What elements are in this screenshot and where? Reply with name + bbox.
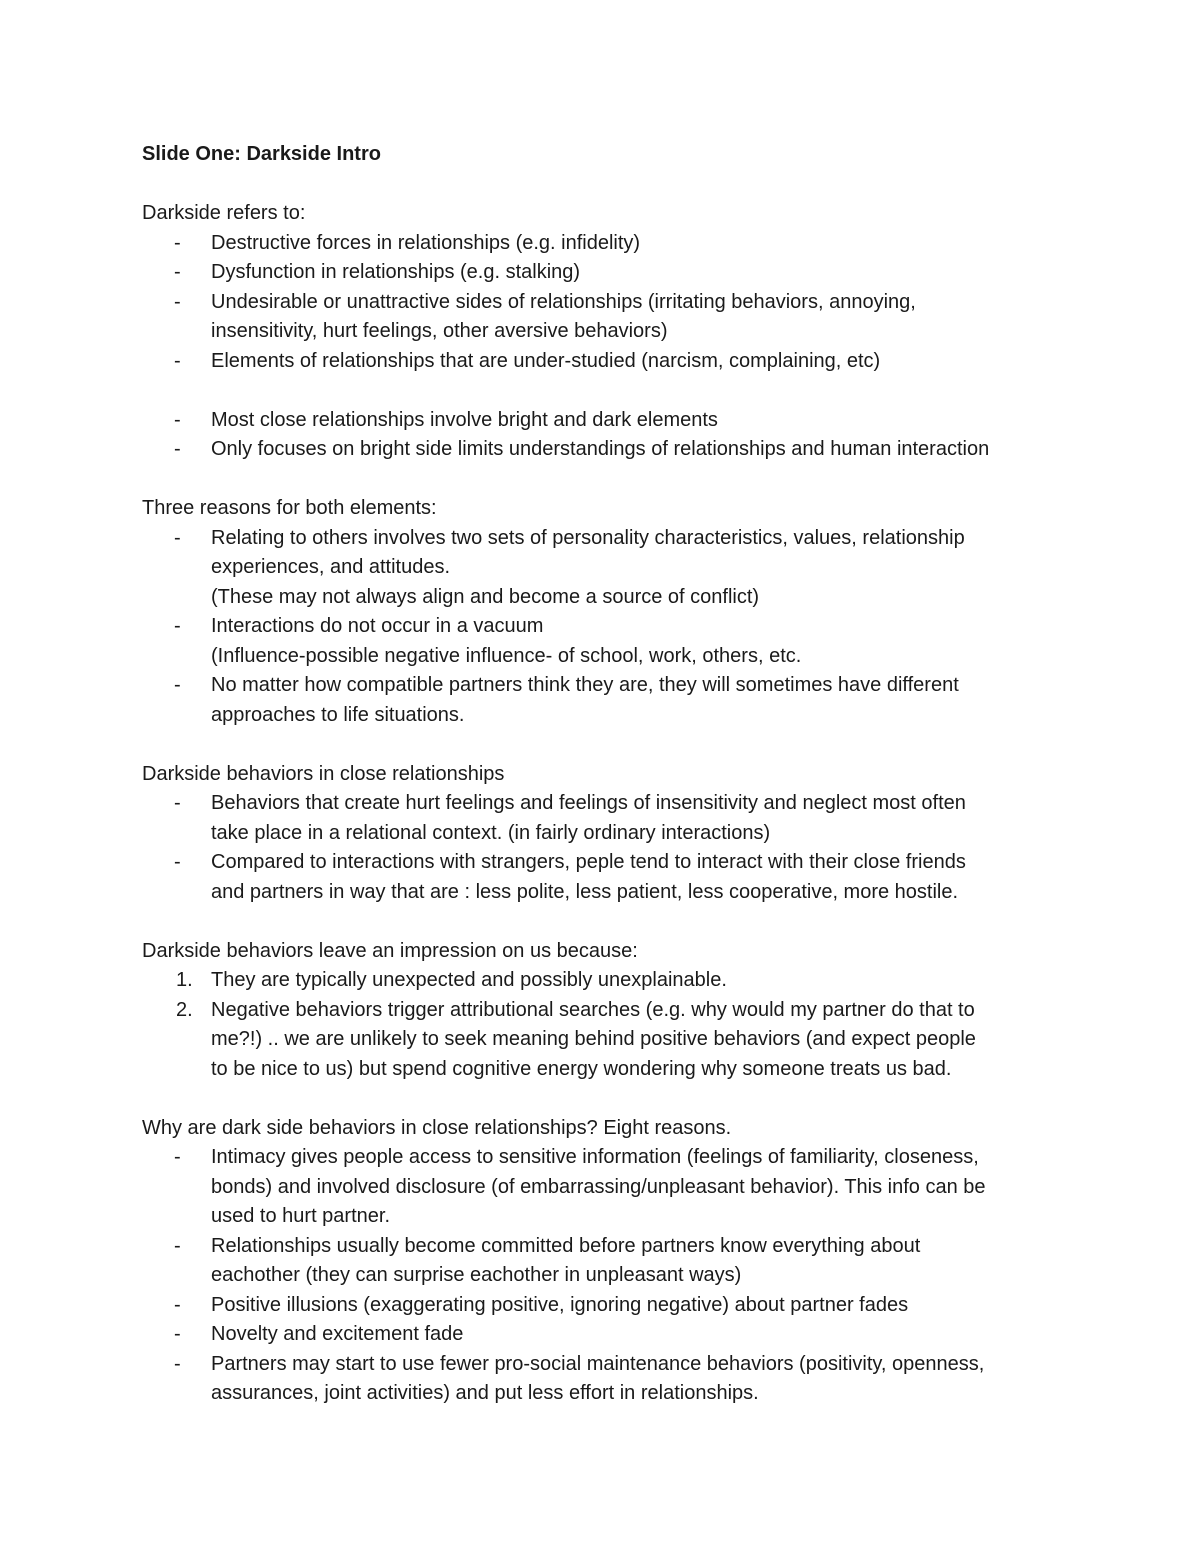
list-item-line: Relating to others involves two sets of personality characteristics, values, relationship xyxy=(211,526,965,549)
list-item-line: Dysfunction in relationships (e.g. stalking) xyxy=(211,261,581,283)
list-item xyxy=(142,1291,1072,1321)
dash-marker: - xyxy=(174,851,181,873)
list-item-line: experiences, and attitudes. xyxy=(211,556,451,578)
bullet-list xyxy=(142,789,1072,907)
list-item-line: take place in a relational context. (in fairly ordinary interactions) xyxy=(211,821,771,844)
spacer xyxy=(142,907,1072,937)
list-item-line: eachother (they can surprise eachother in unpleasant ways) xyxy=(211,1264,742,1286)
dash-marker: - xyxy=(174,526,181,549)
dash-marker: - xyxy=(174,1146,181,1168)
list-item-line: Behaviors that create hurt feelings and feelings of insensitivity and neglect most often xyxy=(211,792,966,814)
list-item-line: They are typically unexpected and possibly unexplainable. xyxy=(211,969,727,991)
list-item xyxy=(142,789,1072,848)
bullet-list xyxy=(142,1143,1072,1409)
list-item xyxy=(142,1320,1072,1350)
list-item-line: Negative behaviors trigger attributional searches (e.g. why would my partner do that to xyxy=(211,998,975,1021)
section-heading: Darkside behaviors leave an impression on us because: xyxy=(142,939,638,962)
list-item-line: to be nice to us) but spend cognitive energy wondering why someone treats us bad. xyxy=(211,1057,952,1080)
list-item xyxy=(142,288,1072,347)
list-item-line: Intimacy gives people access to sensitive information (feelings of familiarity, closeness, xyxy=(211,1146,979,1168)
spacer xyxy=(142,170,1072,200)
list-item-line: Positive illusions (exaggerating positive, ignoring negative) about partner fades xyxy=(211,1293,909,1316)
list-item xyxy=(142,406,1072,436)
dash-marker: - xyxy=(174,290,181,313)
list-item xyxy=(142,435,1072,465)
dash-marker: - xyxy=(174,1293,181,1316)
list-item-line: Interactions do not occur in a vacuum xyxy=(211,615,544,637)
list-item xyxy=(142,1232,1072,1291)
section-heading: Darkside refers to: xyxy=(142,202,306,224)
list-item-line: Novelty and excitement fade xyxy=(211,1323,464,1345)
dash-marker: - xyxy=(174,615,181,637)
list-item xyxy=(142,848,1072,907)
list-item-line: and partners in way that are : less polite, less patient, less cooperative, more hostile. xyxy=(211,880,959,903)
dash-marker: - xyxy=(174,674,181,696)
list-item xyxy=(142,229,1072,259)
spacer xyxy=(142,376,1072,406)
list-item xyxy=(142,347,1072,377)
section xyxy=(142,937,1072,1085)
list-item xyxy=(142,524,1072,613)
list-item xyxy=(142,996,1072,1085)
dash-marker: - xyxy=(174,408,181,431)
list-item-line: Most close relationships involve bright and dark elements xyxy=(211,408,718,431)
section xyxy=(142,406,1072,465)
section-heading: Why are dark side behaviors in close relationships? Eight reasons. xyxy=(142,1116,732,1139)
dash-marker: - xyxy=(174,792,181,814)
dash-marker: - xyxy=(174,1234,181,1257)
dash-marker: - xyxy=(174,231,181,254)
spacer xyxy=(142,1084,1072,1114)
dash-marker: - xyxy=(174,1352,181,1375)
numbered-list xyxy=(142,966,1072,1084)
spacer xyxy=(142,730,1072,760)
section xyxy=(142,494,1072,730)
list-item-line: insensitivity, hurt feelings, other aversive behaviors) xyxy=(211,320,668,342)
list-item xyxy=(142,671,1072,730)
list-item-line: No matter how compatible partners think they are, they will sometimes have different xyxy=(211,674,959,696)
list-item-line: Undesirable or unattractive sides of relationships (irritating behaviors, annoying, xyxy=(211,290,916,313)
document-body xyxy=(142,199,1072,1409)
number-marker: 2. xyxy=(176,998,193,1021)
document-page xyxy=(142,140,1072,1409)
list-item-line: approaches to life situations. xyxy=(211,703,465,726)
list-item xyxy=(142,612,1072,671)
list-item-line: (These may not always align and become a source of conflict) xyxy=(211,585,760,608)
list-item-line: used to hurt partner. xyxy=(211,1205,391,1227)
list-item-line: me?!) .. we are unlikely to seek meaning behind positive behaviors (and expect people xyxy=(211,1028,976,1050)
section-heading: Three reasons for both elements: xyxy=(142,497,437,519)
list-item-line: Only focuses on bright side limits understandings of relationships and human interaction xyxy=(211,438,990,460)
bullet-list xyxy=(142,229,1072,377)
bullet-list xyxy=(142,524,1072,731)
list-item xyxy=(142,258,1072,288)
list-item-line: Destructive forces in relationships (e.g. infidelity) xyxy=(211,231,641,254)
dash-marker: - xyxy=(174,1323,181,1345)
list-item xyxy=(142,1143,1072,1232)
section xyxy=(142,199,1072,376)
section xyxy=(142,1114,1072,1409)
bullet-list xyxy=(142,406,1072,465)
dash-marker: - xyxy=(174,349,181,372)
list-item-line: bonds) and involved disclosure (of embarrassing/unpleasant behavior). This info can be xyxy=(211,1175,986,1198)
list-item-line: (Influence-possible negative influence- of school, work, others, etc. xyxy=(211,644,802,667)
list-item xyxy=(142,1350,1072,1409)
spacer xyxy=(142,465,1072,495)
list-item xyxy=(142,966,1072,996)
document-title: Slide One: Darkside Intro xyxy=(142,143,381,165)
section xyxy=(142,760,1072,908)
list-item-line: Elements of relationships that are under-studied (narcism, complaining, etc) xyxy=(211,349,881,372)
list-item-line: Relationships usually become committed before partners know everything about xyxy=(211,1234,921,1257)
list-item-line: Compared to interactions with strangers, peple tend to interact with their close friends xyxy=(211,851,966,873)
list-item-line: assurances, joint activities) and put less effort in relationships. xyxy=(211,1382,759,1404)
dash-marker: - xyxy=(174,261,181,283)
section-heading: Darkside behaviors in close relationships xyxy=(142,762,505,785)
dash-marker: - xyxy=(174,438,181,460)
number-marker: 1. xyxy=(176,969,193,991)
list-item-line: Partners may start to use fewer pro-social maintenance behaviors (positivity, openness, xyxy=(211,1352,985,1375)
